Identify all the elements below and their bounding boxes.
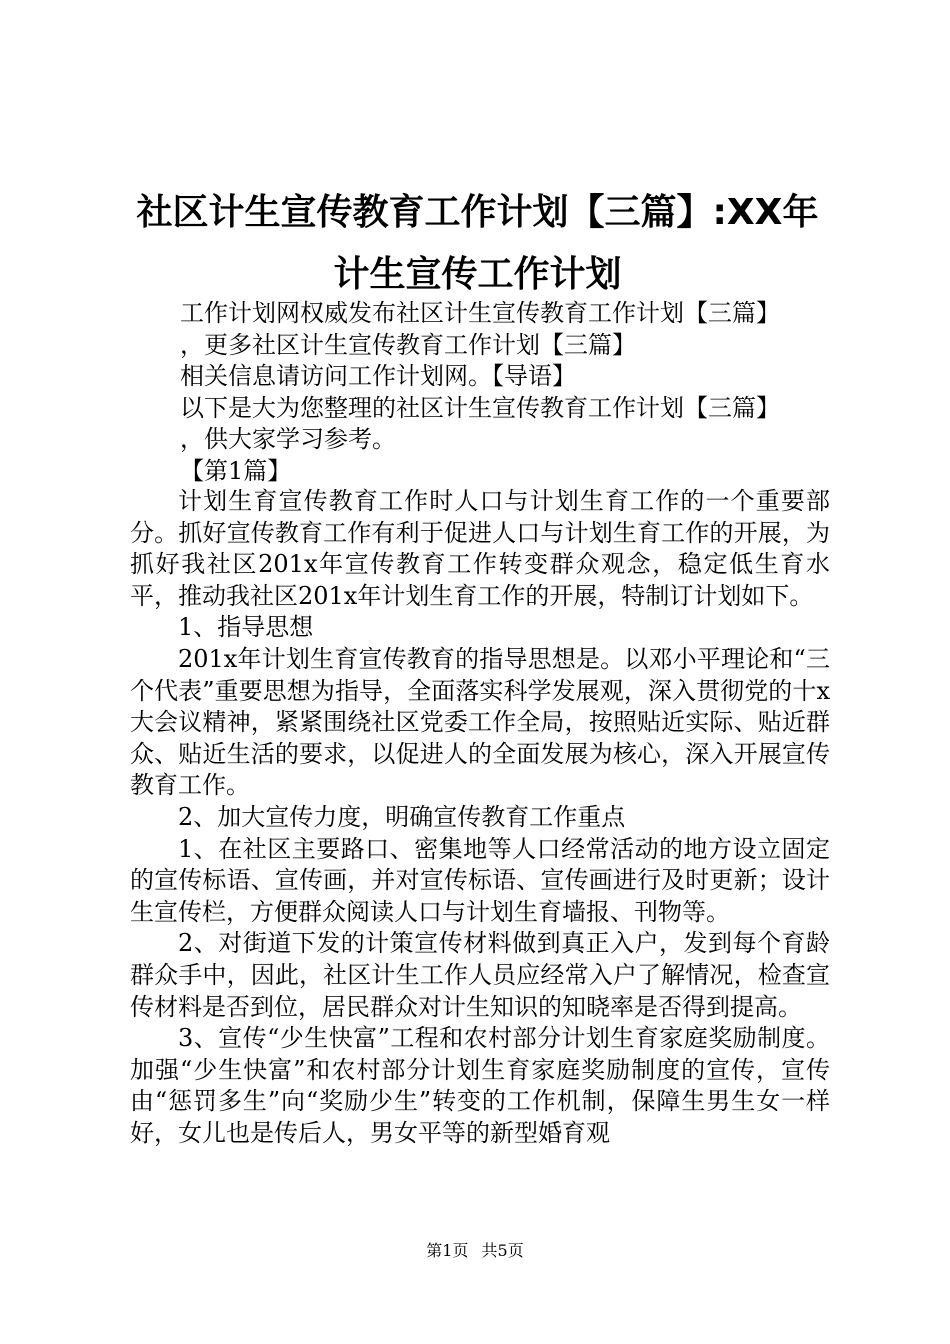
subheading: 2、加大宣传力度，明确宣传教育工作重点 [178, 802, 626, 831]
body-paragraph: 1、在社区主要路口、密集地等人口经常活动的地方设立固定的宣传标语、宣传画，并对宣传标语、宣传画进行及时更新；设计生宣传栏，方便群众阅读人口与计划生育墙报、刊物等。 [130, 834, 830, 926]
page-number: 第1页 [426, 1241, 469, 1260]
body-paragraph: 2、对街道下发的计策宣传材料做到真正入户，发到每个育龄群众手中，因此，社区计生工作人员应经常入户了解情况，检查宣传材料是否到位，居民群众对计生知识的知晓率是否得到提高。 [130, 929, 830, 1021]
section-heading: 【第1篇】 [180, 456, 292, 485]
intro-line: 相关信息请访问工作计划网。【导语】 [180, 362, 576, 391]
intro-line: ，更多社区计生宣传教育工作计划【三篇】 [180, 330, 636, 359]
page-total: 共5页 [481, 1241, 524, 1260]
subheading: 1、指导思想 [178, 613, 314, 642]
intro-block [180, 298, 840, 488]
body-paragraph: 3、宣传“少生快富”工程和农村部分计划生育家庭奖励制度。加强“少生快富”和农村部分计划生育家庭奖励制度的宣传，宣传由“惩罚多生”向“奖励少生”转变的工作机制，保障生男生女一样好，女儿也是传后人，男女平等的新型婚育观 [130, 1024, 830, 1147]
document-body [130, 486, 830, 1149]
page-footer [0, 1240, 950, 1262]
intro-line: 以下是大为您整理的社区计生宣传教育工作计划【三篇】 [180, 393, 780, 422]
intro-line: 工作计划网权威发布社区计生宣传教育工作计划【三篇】 [180, 299, 780, 327]
document-title: 社区计生宣传教育工作计划【三篇】:XX年计生宣传工作计划 [136, 192, 819, 295]
body-paragraph: 201x年计划生育宣传教育的指导思想是。以邓小平理论和“三个代表”重要思想为指导，全面落实科学发展观，深入贯彻党的十x大会议精神，紧紧围绕社区党委工作全局，按照贴近实际、贴近群众、贴近生活的要求，以促进人的全面发展为核心，深入开展宣传教育工作。 [130, 644, 830, 800]
body-paragraph: 计划生育宣传教育工作时人口与计划生育工作的一个重要部分。抓好宣传教育工作有利于促进人口与计划生育工作的开展，为抓好我社区201x年宣传教育工作转变群众观念，稳定低生育水平，推动我社区201x年计划生育工作的开展，特制订计划如下。 [130, 487, 830, 610]
intro-line: ，供大家学习参考。 [180, 425, 396, 454]
